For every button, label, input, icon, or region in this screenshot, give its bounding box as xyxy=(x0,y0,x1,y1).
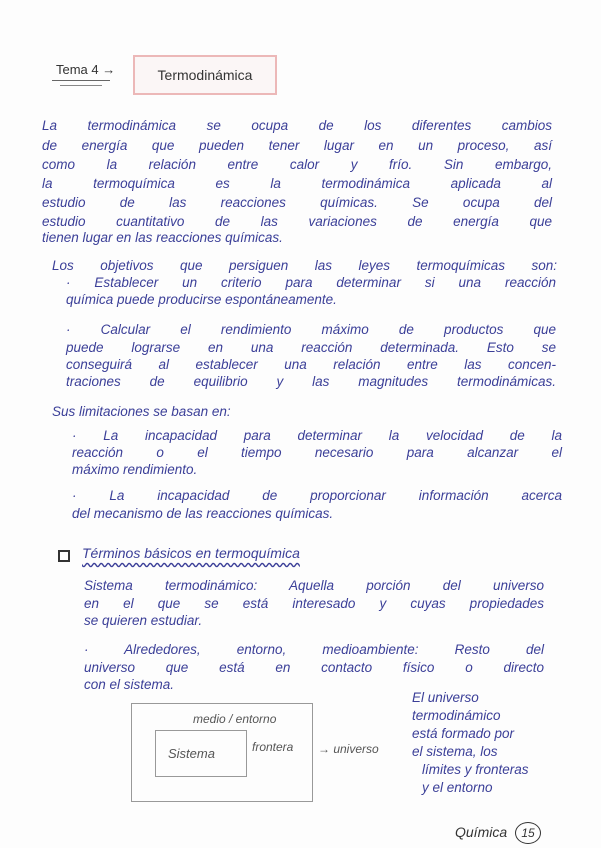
text-line: La termodinámica se ocupa de los diferentes cambios xyxy=(42,118,552,133)
sistema-label: Sistema xyxy=(168,746,215,761)
text-line: con el sistema. xyxy=(84,677,175,692)
page-title: Termodinámica xyxy=(133,55,277,95)
checkbox-icon xyxy=(58,550,70,562)
text-line: estudio cuantitativo de las variaciones de energía que xyxy=(42,214,552,229)
text-line: del mecanismo de las reacciones químicas. xyxy=(72,506,334,521)
text-line: tienen lugar en las reacciones químicas. xyxy=(42,230,283,245)
text-line: termodinámico xyxy=(412,708,501,723)
underline xyxy=(52,80,110,81)
medio-label: medio / entorno xyxy=(193,712,277,726)
text-line: de energía que pueden tener lugar en un proceso, así xyxy=(42,138,552,153)
underline xyxy=(60,85,102,86)
text-line: el sistema, los xyxy=(412,744,498,759)
text-line: El universo xyxy=(412,690,479,705)
text-line: se quieren estudiar. xyxy=(84,613,203,628)
text-line: como la relación entre calor y frío. Sin embargo, xyxy=(42,157,552,172)
topic-label: Tema 4 → xyxy=(56,62,116,77)
text-line: conseguirá al establecer una relación entre las concen- xyxy=(66,357,556,372)
text-line: Los objetivos que persiguen las leyes termoquímicas son: xyxy=(52,258,557,273)
text-line: · Establecer un criterio para determinar si una reacción xyxy=(66,275,556,290)
text-line: universo que está en contacto físico o directo xyxy=(84,660,544,675)
text-line: Sus limitaciones se basan en: xyxy=(52,404,231,419)
text-line: traciones de equilibrio y las magnitudes termodinámicas. xyxy=(66,374,556,389)
text-line: · Alrededores, entorno, medioambiente: Resto del xyxy=(84,642,544,657)
text-line: reacción o el tiempo necesario para alcanzar el xyxy=(72,445,562,460)
text-line: · Calcular el rendimiento máximo de productos que xyxy=(66,322,556,337)
text-line: · La incapacidad para determinar la velocidad de la xyxy=(72,428,562,443)
text-line: química puede producirse espontáneamente. xyxy=(66,292,337,307)
text-line: estudio de las reacciones químicas. Se ocupa del xyxy=(42,195,552,210)
text-line: máximo rendimiento. xyxy=(72,462,198,477)
text-line: la termoquímica es la termodinámica aplicada al xyxy=(42,176,552,191)
footer xyxy=(455,822,541,844)
universo-label: → universo xyxy=(318,742,379,756)
page-number: 15 xyxy=(515,822,541,844)
text-line: y el entorno xyxy=(422,780,493,795)
text-line: Sistema termodinámico: Aquella porción del universo xyxy=(84,578,544,593)
text-line: · La incapacidad de proporcionar información acerca xyxy=(72,488,562,503)
text-line: en el que se está interesado y cuyas propiedades xyxy=(84,596,544,611)
subject-label: Química xyxy=(455,824,508,840)
text-line: está formado por xyxy=(412,726,515,741)
text-line: límites y fronteras xyxy=(422,762,529,777)
text-line: puede lograrse en una reacción determinada. Esto se xyxy=(66,340,556,355)
frontera-label: frontera xyxy=(252,740,294,754)
section-heading: Términos básicos en termoquímica xyxy=(82,545,300,561)
